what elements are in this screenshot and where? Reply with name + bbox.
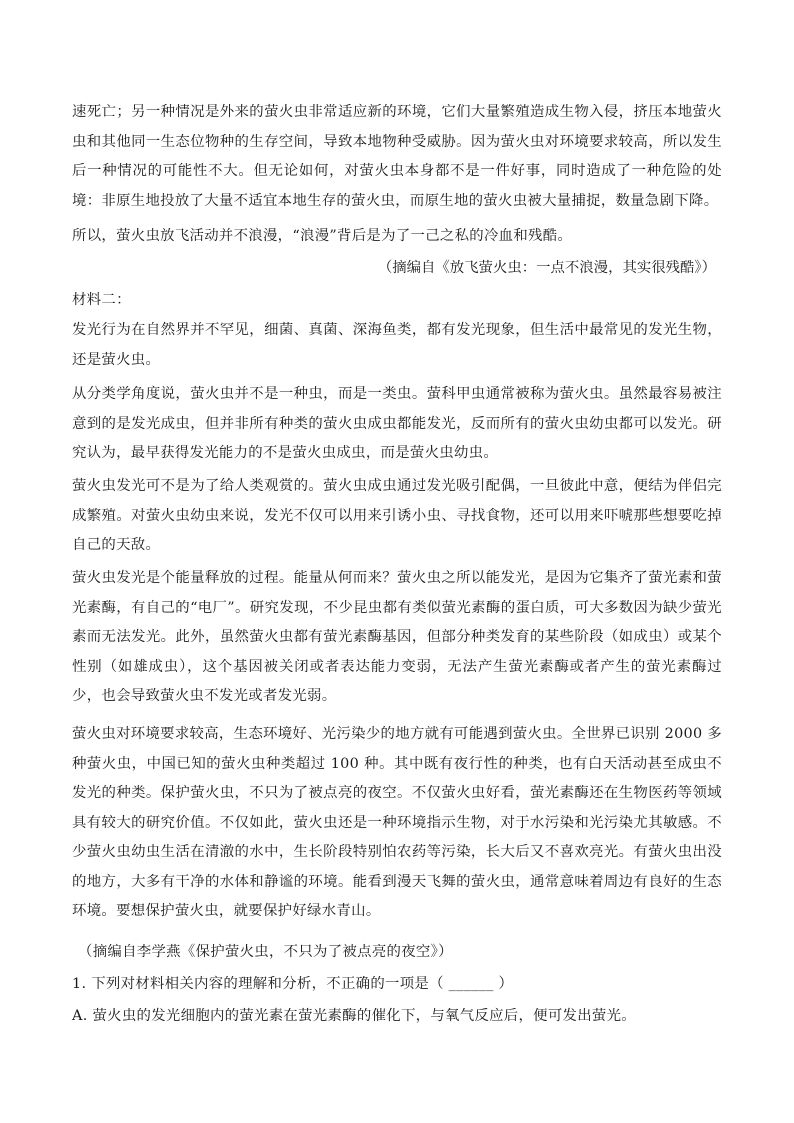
paragraph-energy-source: 萤火虫发光是个能量释放的过程。能量从何而来？萤火虫之所以能发光，是因为它集齐了萤光素和萤光素酶，有自己的“电厂”。研究发现，不少昆虫都有类似萤光素酶的蛋白质，可大多数因为缺少萤光素而无法发光。此外，虽然萤火虫都有萤光素酶基因，但部分种类发育的某些阶段（如成虫）或某个性别（如雄成虫），这个基因被关闭或者表达能力变弱，无法产生萤光素酶或者产生的萤光素酶过少，也会导致萤火虫不发光或者发光弱。 — [72, 570, 722, 704]
paragraph-luminescence-intro: 发光行为在自然界并不罕见，细菌、真菌、深海鱼类，都有发光现象，但生活中最常见的发光生物，还是萤火虫。 — [72, 322, 722, 368]
question-option-a: A. 萤火虫的发光细胞内的萤光素在萤光素酶的催化下，与氧气反应后，便可发出萤光。 — [72, 1008, 636, 1024]
paragraph-classification: 从分类学角度说，萤火虫并不是一种虫，而是一类虫。萤科甲虫通常被称为萤火虫。虽然最容易被注意到的是发光成虫，但并非所有种类的萤火虫成虫都能发光，反而所有的萤火虫幼虫都可以发光。研究认为，最早获得发光能力的不是萤火虫成虫，而是萤火虫幼虫。 — [72, 386, 722, 461]
paragraph-conclusion: 所以，萤火虫放飞活动并不浪漫，“浪漫”背后是为了一己之私的冷血和残酷。 — [72, 228, 573, 244]
paragraph-purpose-of-glow: 萤火虫发光可不是为了给人类观赏的。萤火虫成虫通过发光吸引配偶，一旦彼此中意，便结为伴侣完成繁殖。对萤火虫幼虫来说，发光不仅可以用来引诱小虫、寻找食物，还可以用来吓唬那些想要吃掉自己的天敌。 — [72, 478, 722, 553]
material2-heading: 材料二： — [72, 292, 131, 308]
paragraph-material1-end: 速死亡；另一种情况是外来的萤火虫非常适应新的环境，它们大量繁殖造成生物入侵，挤压本地萤火虫和其他同一生态位物种的生存空间，导致本地物种受威胁。因为萤火虫对环境要求较高，所以发生后一种情况的可能性不大。但无论如何，对萤火虫本身都不是一件好事，同时造成了一种危险的处境：非原生地投放了大量不适宜本地生存的萤火虫，而原生地的萤火虫被大量捕捉，数量急剧下降。 — [72, 104, 722, 209]
paragraph-protection: 萤火虫对环境要求较高，生态环境好、光污染少的地方就有可能遇到萤火虫。全世界已识别 2000 多种萤火虫，中国已知的萤火虫种类超过 100 种。其中既有夜行性的种类，也有白天活动甚至成虫不发光的种类。保护萤火虫，不只为了被点亮的夜空。不仅萤火虫好看，萤光素酶还在生物医药等领域具有较大的研究价值。不仅如此，萤火虫还是一种环境指示生物，对于水污染和光污染尤其敏感。不少萤火虫幼虫生活在清澈的水中，生长阶段特别怕农药等污染，长大后又不喜欢亮光。有萤火虫出没的地方，大多有干净的水体和静谧的环境。能看到漫天飞舞的萤火虫，通常意味着周边有良好的生态环境。要想保护萤火虫，就要保护好绿水青山。 — [72, 726, 722, 919]
source-citation-2: （摘编自李学燕《保护萤火虫，不只为了被点亮的夜空》） — [78, 944, 453, 960]
source-citation-1: （摘编自《放飞萤火虫：一点不浪漫，其实很残酷》） — [377, 260, 716, 276]
question-stem: 1. 下列对材料相关内容的理解和分析，不正确的一项是（ ______ ） — [72, 976, 514, 992]
